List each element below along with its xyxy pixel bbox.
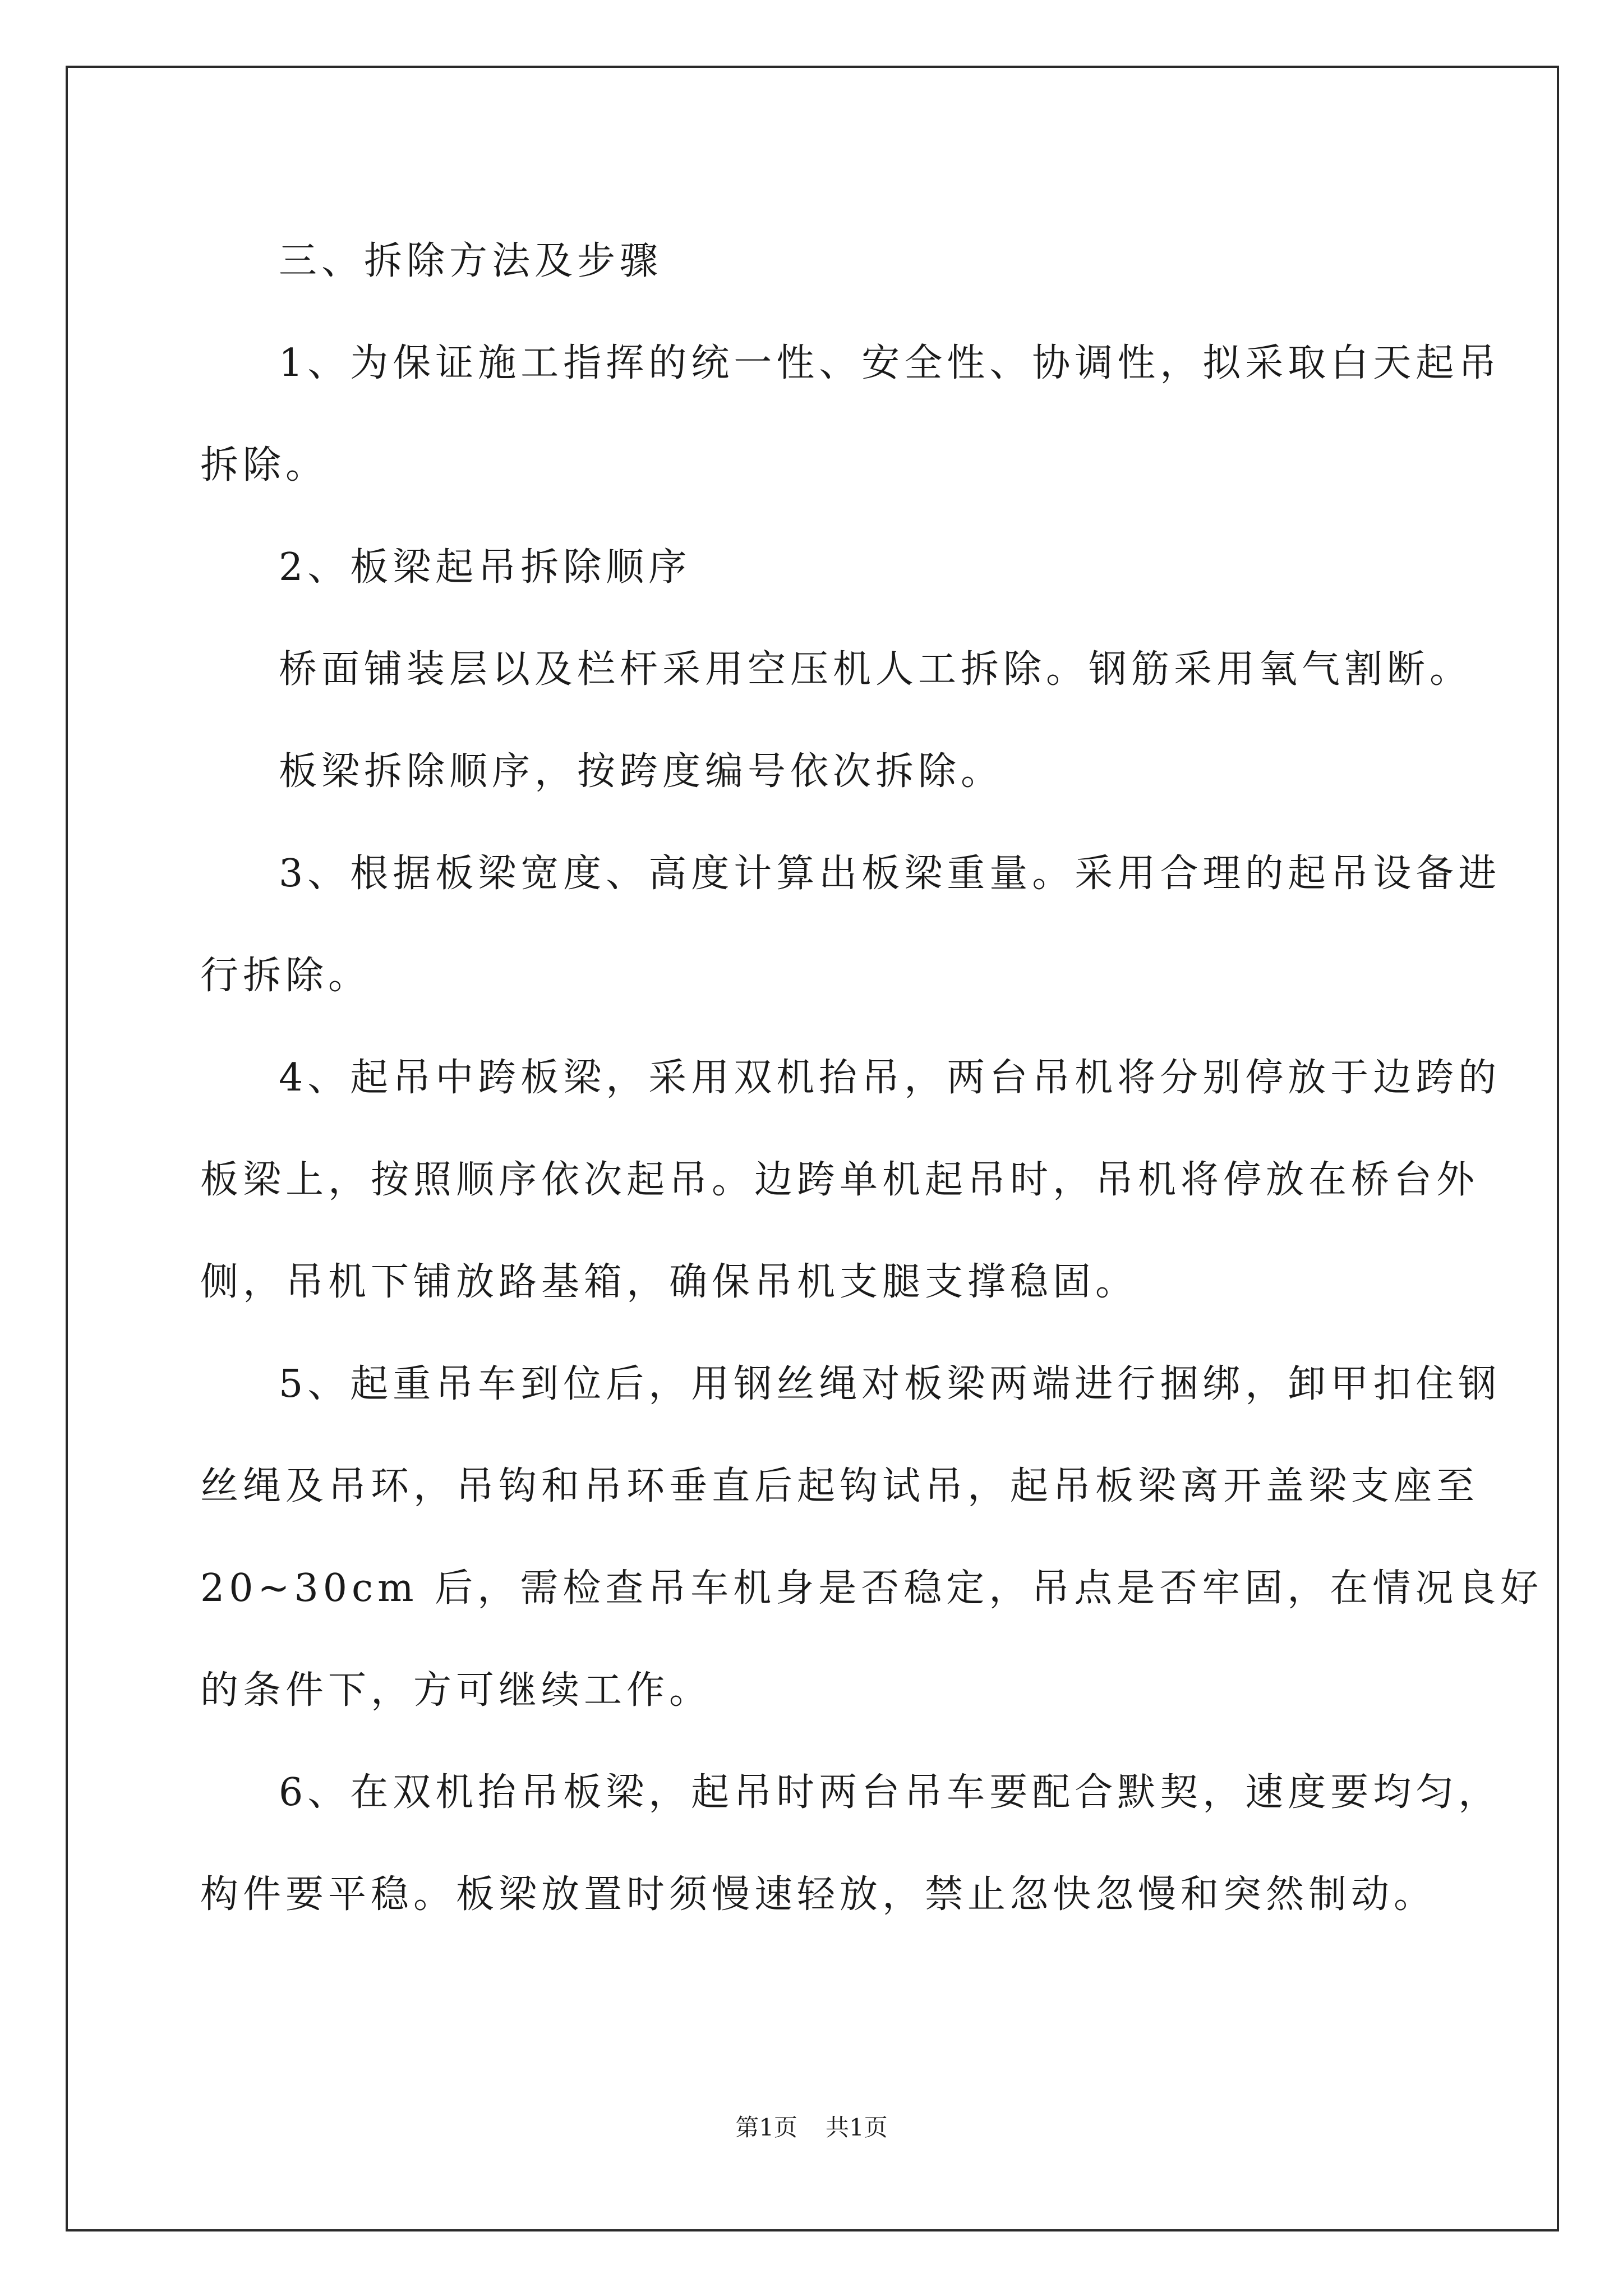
paragraph-line: 构件要平稳。板梁放置时须慢速轻放，禁止忽快忽慢和突然制动。 — [200, 1872, 1437, 1917]
paragraph-line: 行拆除。 — [200, 954, 371, 998]
page-footer — [0, 2109, 1623, 2143]
paragraph-line: 6、在双机抬吊板梁，起吊时两台吊车要配合默契，速度要均匀， — [279, 1770, 1501, 1815]
page-total: 共1页 — [826, 2114, 888, 2141]
paragraph-line: 板梁上，按照顺序依次起吊。边跨单机起吊时，吊机将停放在桥台外 — [200, 1158, 1479, 1202]
document-body — [200, 210, 1543, 1946]
section-heading: 三、拆除方法及步骤 — [279, 239, 663, 283]
paragraph-line: 1、为保证施工指挥的统一性、安全性、协调性，拟采取白天起吊 — [279, 341, 1501, 385]
paragraph-line: 拆除。 — [200, 443, 329, 487]
paragraph-line: 板梁拆除顺序，按跨度编号依次拆除。 — [279, 749, 1004, 794]
page-number: 第1页 — [735, 2114, 797, 2141]
paragraph-line: 侧，吊机下铺放路基箱，确保吊机支腿支撑稳固。 — [200, 1260, 1138, 1304]
paragraph-line: 5、起重吊车到位后，用钢丝绳对板梁两端进行捆绑，卸甲扣住钢 — [279, 1362, 1501, 1406]
paragraph-line: 的条件下，方可继续工作。 — [200, 1668, 712, 1713]
paragraph-line: 3、根据板梁宽度、高度计算出板梁重量。采用合理的起吊设备进 — [279, 852, 1501, 896]
paragraph-line: 4、起吊中跨板梁，采用双机抬吊，两台吊机将分别停放于边跨的 — [279, 1056, 1501, 1100]
paragraph-line: 20~30cm 后，需检查吊车机身是否稳定，吊点是否牢固，在情况良好 — [200, 1566, 1543, 1611]
paragraph-line: 2、板梁起吊拆除顺序 — [279, 545, 691, 590]
paragraph-line: 桥面铺装层以及栏杆采用空压机人工拆除。钢筋采用氧气割断。 — [279, 647, 1473, 692]
paragraph-line: 丝绳及吊环，吊钩和吊环垂直后起钩试吊，起吊板梁离开盖梁支座至 — [200, 1464, 1479, 1508]
